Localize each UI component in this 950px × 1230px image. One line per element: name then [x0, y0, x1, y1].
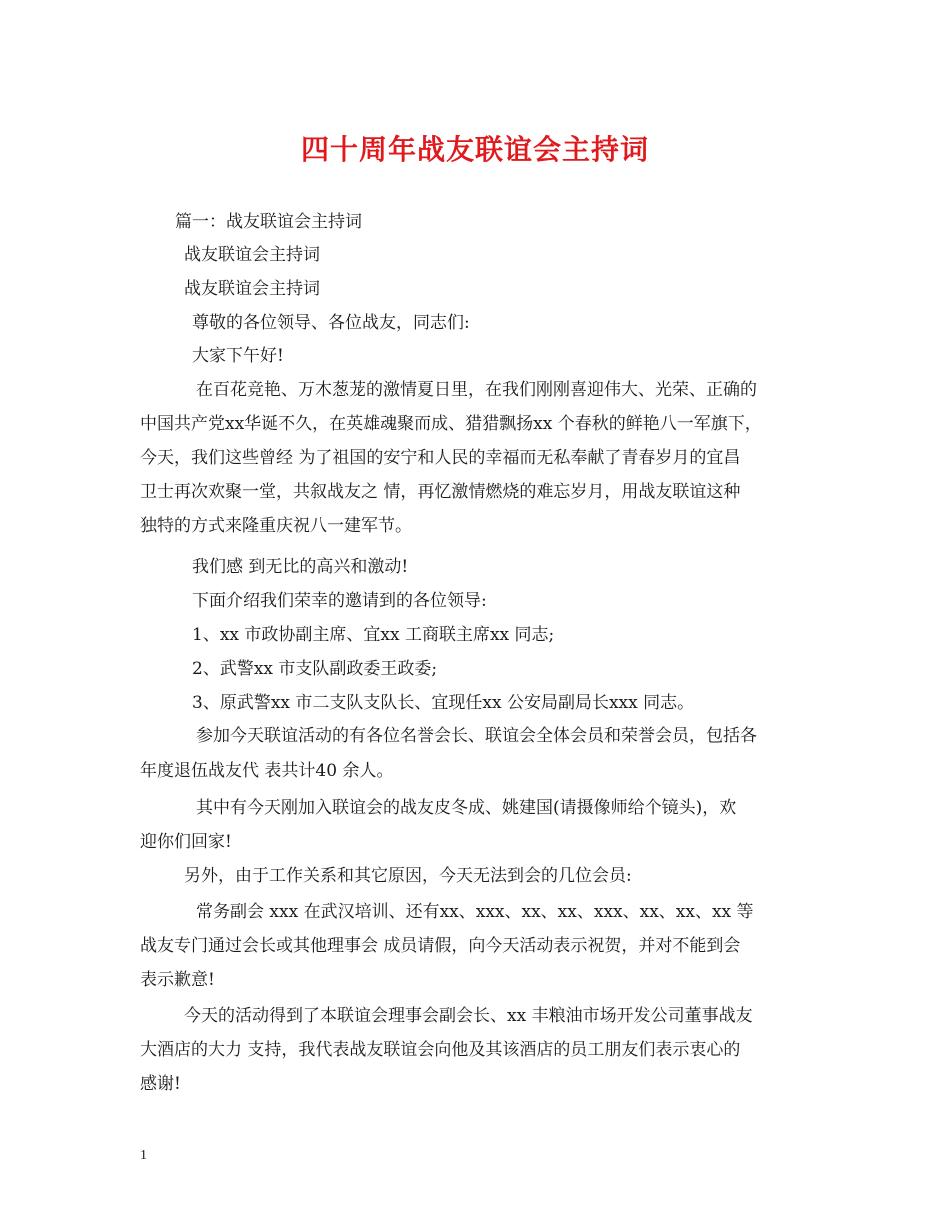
body-line: 今天的活动得到了本联谊会理事会副会长、xx 丰粮油市场开发公司董事战友	[184, 1006, 753, 1026]
body-line: 战友联谊会主持词	[184, 279, 320, 299]
body-line: 战友联谊会主持词	[184, 245, 320, 265]
body-line: 独特的方式来隆重庆祝八一建军节。	[140, 516, 412, 536]
body-line: 我们感 到无比的高兴和激动!	[192, 557, 409, 577]
body-line: 大家下午好!	[192, 346, 284, 366]
body-line: 尊敬的各位领导、各位战友，同志们:	[192, 313, 470, 333]
body-line: 在百花竞艳、万木葱茏的激情夏日里，在我们刚刚喜迎伟大、光荣、正确的	[196, 380, 757, 400]
body-line: 常务副会 xxx 在武汉培训、还有xx、xxx、xx、xx、xxx、xx、xx、xx 等	[196, 902, 754, 922]
body-line: 另外，由于工作关系和其它原因，今天无法到会的几位会员:	[184, 866, 632, 886]
body-line: 今天，我们这些曾经 为了祖国的安宁和人民的幸福而无私奉献了青春岁月的宜昌	[140, 448, 741, 468]
body-line: 卫士再次欢聚一堂，共叙战友之 情，再忆激情燃烧的难忘岁月，用战友联谊这种	[140, 482, 741, 502]
document-title: 四十周年战友联谊会主持词	[300, 133, 649, 166]
body-line: 战友专门通过会长或其他理事会 成员请假，向今天活动表示祝贺，并对不能到会	[140, 936, 741, 956]
body-line: 参加今天联谊活动的有各位名誉会长、联谊会全体会员和荣誉会员，包括各	[196, 726, 757, 746]
body-line: 篇一：战友联谊会主持词	[175, 212, 362, 232]
body-line: 年度退伍战友代 表共计40 余人。	[140, 761, 394, 781]
body-line: 下面介绍我们荣幸的邀请到的各位领导:	[192, 591, 487, 611]
body-line: 迎你们回家!	[140, 832, 232, 852]
body-line: 感谢!	[140, 1074, 181, 1094]
body-line: 1、xx 市政协副主席、宜xx 工商联主席xx 同志;	[192, 625, 555, 645]
body-line: 3、原武警xx 市二支队支队长、宜现任xx 公安局副局长xxx 同志。	[192, 693, 695, 713]
body-line: 大酒店的大力 支持，我代表战友联谊会向他及其该酒店的员工朋友们表示衷心的	[140, 1040, 741, 1060]
page-number: 1	[140, 1148, 147, 1163]
body-line: 中国共产党xx华诞不久，在英雄魂聚而成、猎猎飘扬xx 个春秋的鲜艳八一军旗下，	[140, 414, 762, 434]
body-line: 其中有今天刚加入联谊会的战友皮冬成、姚建国(请摄像师给个镜头)，欢	[196, 798, 737, 818]
body-line: 表示歉意!	[140, 970, 215, 990]
body-line: 2、武警xx 市支队副政委王政委;	[192, 659, 438, 679]
